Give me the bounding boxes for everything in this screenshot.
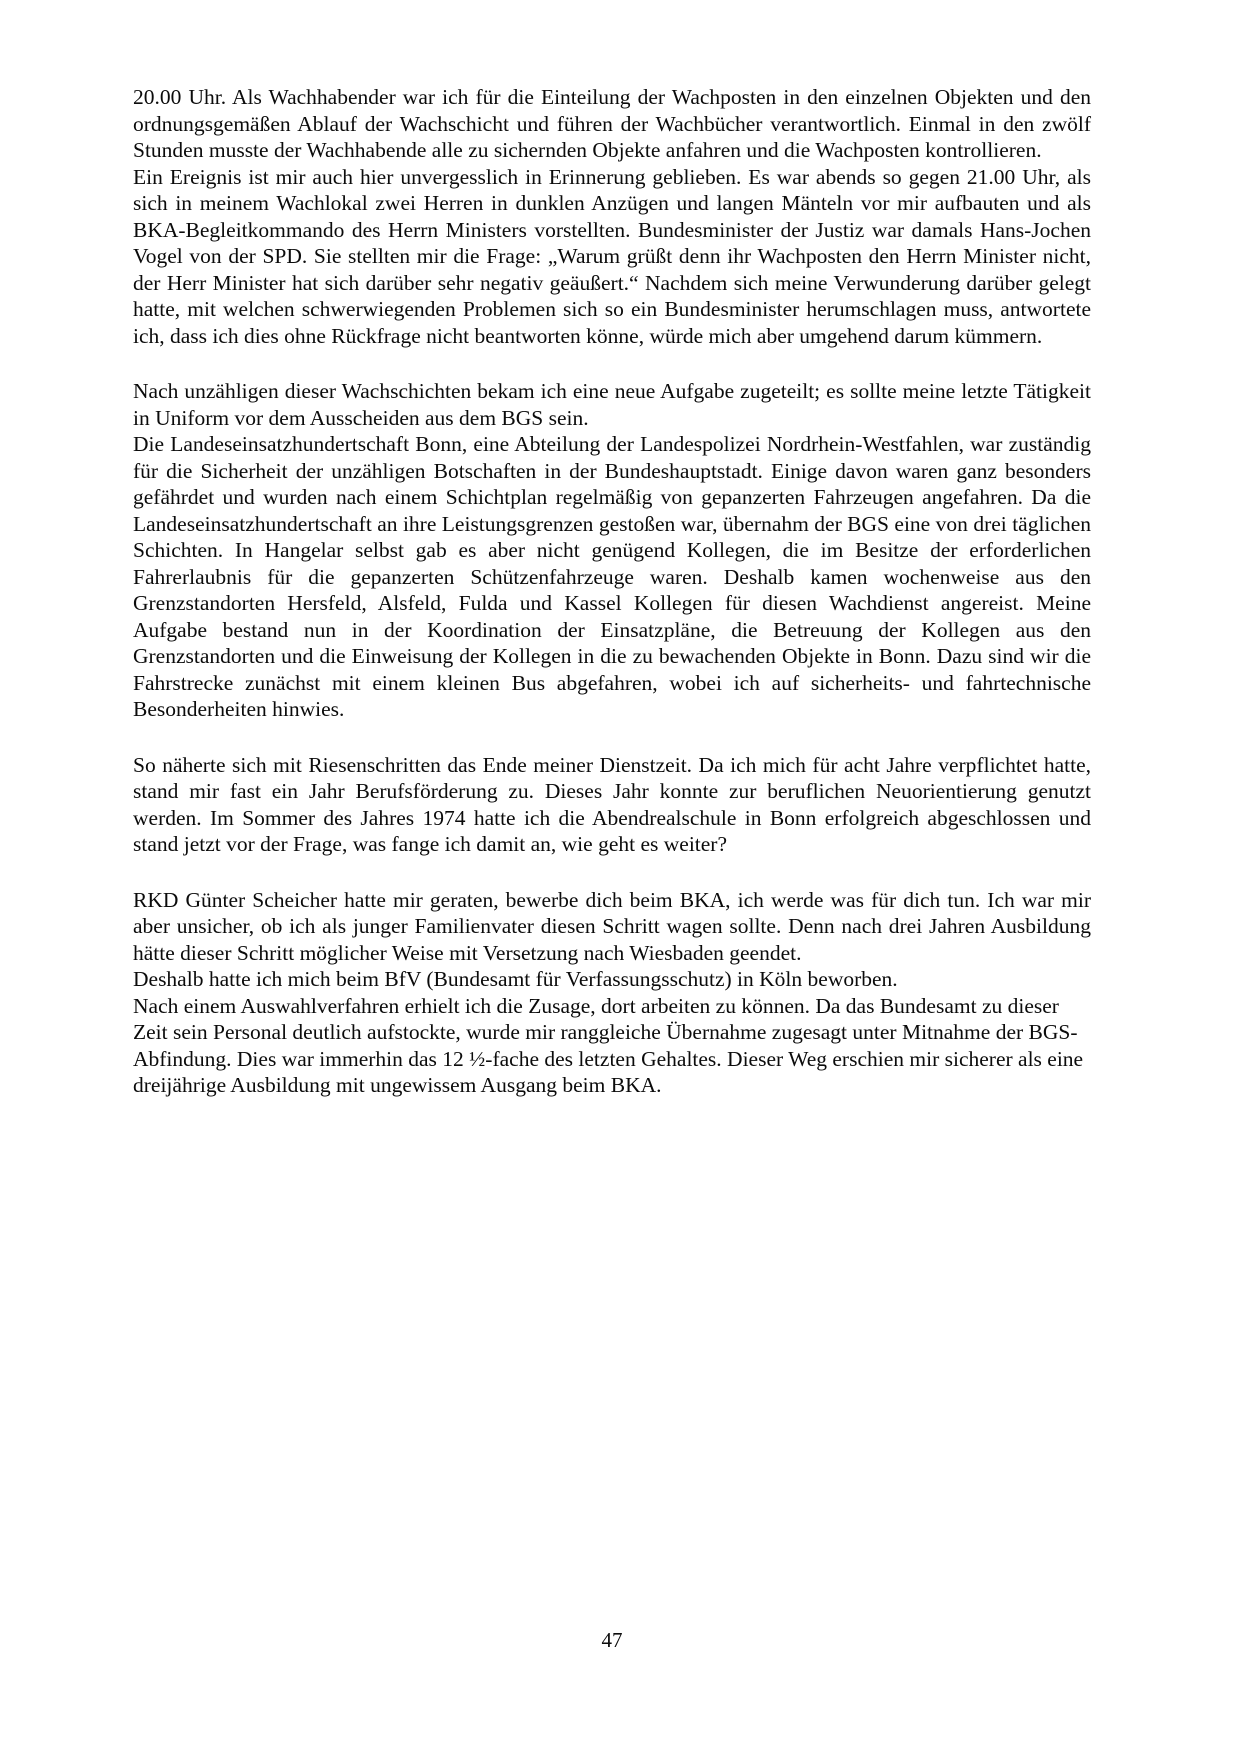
paragraph-ereignis-minister: Ein Ereignis ist mir auch hier unvergesslich in Erinnerung geblieben. Es war abends so gegen 21.00 Uhr, als sich in meinem Wachlokal zwei Herren in dunklen Anzügen und langen Mänteln vor mir aufbauten und als BKA-Begleitkommando des Herrn Ministers vorstellten. Bundesminister der Justiz war damals Hans-Jochen Vogel von der SPD. Sie stellten mir die Frage: „Warum grüßt denn ihr Wachposten den Herrn Minister nicht, der Herr Minister hat sich darüber sehr negativ geäußert.“ Nachdem sich meine Verwunderung darüber gelegt hatte, mit welchen schwerwiegenden Problemen sich so ein Bundesminister herumschlagen muss, antwortete ich, dass ich dies ohne Rückfrage nicht beantworten könne, würde mich aber umgehend darum kümmern. bbox=[133, 164, 1091, 348]
paragraph-ende-dienstzeit: So näherte sich mit Riesenschritten das Ende meiner Dienstzeit. Da ich mich für acht Jahre verpflichtet hatte, stand mir fast ein Jahr Berufsförderung zu. Dieses Jahr konnte zur beruflichen Neuorientierung genutzt werden. Im Sommer des Jahres 1974 hatte ich die Abendrealschule in Bonn erfolgreich abgeschlossen und stand jetzt vor der Frage, was fange ich damit an, wie geht es weiter? bbox=[133, 752, 1091, 856]
paragraph-rkd-scheicher: RKD Günter Scheicher hatte mir geraten, bewerbe dich beim BKA, ich werde was für dich tun. Ich war mir aber unsicher, ob ich als junger Familienvater diesen Schritt wagen sollte. Denn nach drei Jahren Ausbildung hätte dieser Schritt möglicher Weise mit Versetzung nach Wiesbaden geendet. bbox=[133, 887, 1091, 965]
paragraph-wachhabender: 20.00 Uhr. Als Wachhabender war ich für die Einteilung der Wachposten in den einzelnen Objekten und den ordnungsgemäßen Ablauf der Wachschicht und führen der Wachbücher verantwortlich. Einmal in den zwölf Stunden musste der Wachhabende alle zu sichernden Objekte anfahren und die Wachposten kontrollieren. bbox=[133, 85, 1091, 162]
paragraph-bfv-bewerbung: Deshalb hatte ich mich beim BfV (Bundesamt für Verfassungsschutz) in Köln beworben. bbox=[133, 967, 898, 991]
page-body-text bbox=[133, 84, 1091, 1099]
paragraph-auswahlverfahren: Nach einem Auswahlverfahren erhielt ich die Zusage, dort arbeiten zu können. Da das Bundesamt zu dieser Zeit sein Personal deutlich aufstockte, wurde mir ranggleiche Übernahme zugesagt unter Mitnahme der BGS-Abfindung. Dies war immerhin das 12 ½-fache des letzten Gehaltes. Dieser Weg erschien mir sicherer als eine dreijährige Ausbildung mit ungewissem Ausgang beim BKA. bbox=[133, 993, 1084, 1097]
paragraph-landeseinsatzhundertschaft: Die Landeseinsatzhundertschaft Bonn, eine Abteilung der Landespolizei Nordrhein-Westfahlen, war zuständig für die Sicherheit der unzähligen Botschaften in der Bundeshauptstadt. Einige davon waren ganz besonders gefährdet und wurden nach einem Schichtplan regelmäßig von gepanzerten Fahrzeugen angefahren. Da die Landeseinsatzhundertschaft an ihre Leistungsgrenzen gestoßen war, übernahm der BGS eine von drei täglichen Schichten. In Hangelar selbst gab es aber nicht genügend Kollegen, die im Besitze der erforderlichen Fahrerlaubnis für die gepanzerten Schützenfahrzeuge waren. Deshalb kamen wochenweise aus den Grenzstandorten Hersfeld, Alsfeld, Fulda und Kassel Kollegen für diesen Wachdienst angereist. Meine Aufgabe bestand nun in der Koordination der Einsatzpläne, die Betreuung der Kollegen aus den Grenzstandorten und die Einweisung der Kollegen in die zu bewachenden Objekte in Bonn. Dazu sind wir die Fahrstrecke zunächst mit einem kleinen Bus abgefahren, wobei ich auf sicherheits- und fahrtechnische Besonderheiten hinwies. bbox=[133, 432, 1091, 721]
page-number: 47 bbox=[601, 1628, 623, 1652]
paragraph-neue-aufgabe: Nach unzähligen dieser Wachschichten bekam ich eine neue Aufgabe zugeteilt; es sollte meine letzte Tätigkeit in Uniform vor dem Ausscheiden aus dem BGS sein. bbox=[133, 379, 1091, 430]
